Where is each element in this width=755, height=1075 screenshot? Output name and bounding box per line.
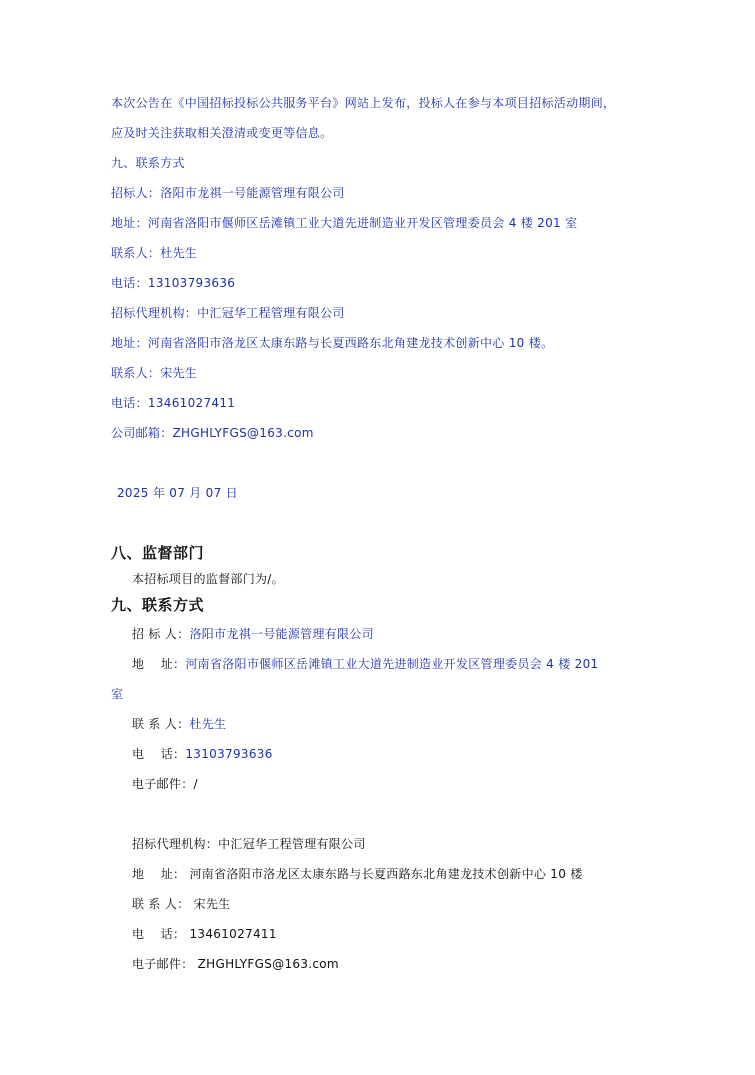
section8-heading: 八、监督部门	[111, 544, 205, 562]
agency-email-label: 电子邮件：	[132, 957, 194, 971]
agency-contact-label: 联 系 人：	[132, 897, 190, 911]
section9-heading: 九、联系方式	[111, 596, 205, 614]
tenderer-phone-label: 电 话：	[132, 747, 186, 761]
agency-name-row	[132, 837, 366, 851]
agency-name: 中汇冠华工程管理有限公司	[218, 837, 366, 851]
notice-tenderer: 招标人：洛阳市龙祺一号能源管理有限公司	[111, 186, 345, 200]
notice-tenderer-contact: 联系人：杜先生	[111, 246, 198, 260]
agency-phone: 13461027411	[189, 927, 277, 941]
notice-line: 本次公告在《中国招标投标公共服务平台》网站上发布，投标人在参与本项目招标活动期间，	[111, 96, 616, 110]
agency-address-label: 地 址：	[132, 867, 186, 881]
agency-email: ZHGHLYFGS@163.com	[197, 957, 339, 971]
agency-contact: 宋先生	[193, 897, 231, 911]
notice-agency-contact: 联系人：宋先生	[111, 366, 198, 380]
tenderer-address-continued: 室	[111, 687, 124, 701]
tenderer-address-label: 地 址：	[132, 657, 186, 671]
notice-tenderer-address: 地址：河南省洛阳市偃师区岳滩镇工业大道先进制造业开发区管理委员会 4 楼 201 室	[111, 216, 578, 230]
tenderer-name-label: 招 标 人：	[132, 627, 190, 641]
notice-line: 应及时关注获取相关澄清或变更等信息。	[111, 126, 333, 140]
tenderer-address: 河南省洛阳市偃师区岳滩镇工业大道先进制造业开发区管理委员会 4 楼 201	[185, 657, 599, 671]
tenderer-name: 洛阳市龙祺一号能源管理有限公司	[189, 627, 374, 641]
tenderer-email-row	[132, 777, 198, 791]
section8-text: 本招标项目的监督部门为/。	[132, 572, 284, 586]
agency-contact-row	[132, 897, 230, 911]
notice-agency-phone: 电话：13461027411	[111, 396, 236, 410]
tenderer-contact-label: 联 系 人：	[132, 717, 190, 731]
notice-agency-email: 公司邮箱：ZHGHLYFGS@163.com	[111, 426, 314, 440]
agency-phone-row	[132, 927, 277, 941]
tenderer-address-row	[132, 657, 598, 671]
agency-phone-label: 电 话：	[132, 927, 186, 941]
agency-address: 河南省洛阳市洛龙区太康东路与长夏西路东北角建龙技术创新中心 10 楼	[189, 867, 583, 881]
tenderer-phone: 13103793636	[185, 747, 273, 761]
notice-date: 2025 年 07 月 07 日	[117, 486, 238, 500]
notice-tenderer-phone: 电话：13103793636	[111, 276, 236, 290]
agency-email-row	[132, 957, 339, 971]
agency-name-label: 招标代理机构：	[132, 837, 219, 851]
agency-address-row	[132, 867, 583, 881]
notice-agency-address: 地址：河南省洛阳市洛龙区太康东路与长夏西路东北角建龙技术创新中心 10 楼。	[111, 336, 554, 350]
tenderer-name-row	[132, 627, 374, 641]
tenderer-contact: 杜先生	[189, 717, 227, 731]
notice-contact-heading: 九、联系方式	[111, 156, 185, 170]
tenderer-email: /	[193, 777, 198, 791]
tenderer-email-label: 电子邮件：	[132, 777, 194, 791]
notice-agency: 招标代理机构：中汇冠华工程管理有限公司	[111, 306, 345, 320]
tenderer-contact-row	[132, 717, 226, 731]
tenderer-phone-row	[132, 747, 273, 761]
